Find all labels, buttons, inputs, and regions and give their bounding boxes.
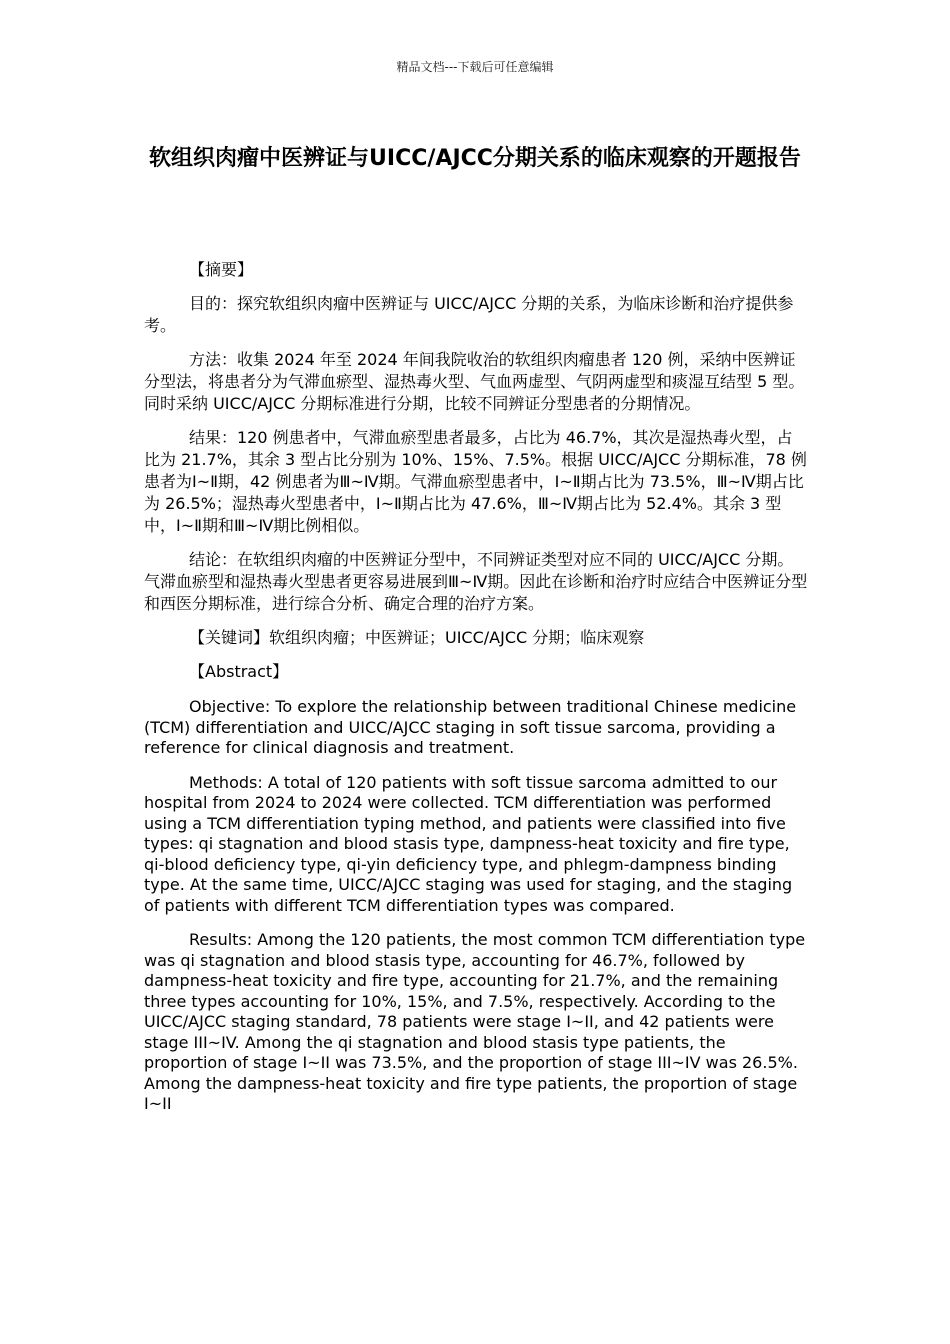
abstract-cn-objective: 目的：探究软组织肉瘤中医辨证与 UICC/AJCC 分期的关系，为临床诊断和治疗提供参考。: [144, 294, 794, 335]
abstract-en-objective: Objective: To explore the relationship between traditional Chinese medicine (TCM) differentiation and UICC/AJCC staging in soft tissue sarcoma, providing a reference for clinical diagnosis and treatment.: [144, 697, 797, 757]
abstract-cn-heading: 【摘要】: [189, 260, 254, 279]
document-title: 软组织肉瘤中医辨证与UICC/AJCC分期关系的临床观察的开题报告: [149, 146, 801, 171]
document-body: [144, 259, 808, 1129]
abstract-en-heading: 【Abstract】: [189, 662, 289, 681]
abstract-cn-results: 结果：120 例患者中，气滞血瘀型患者最多，占比为 46.7%，其次是湿热毒火型，占比为 21.7%，其余 3 型占比分别为 10%、15%、7.5%。根据 UICC/AJCC 分期标准，78 例患者为Ⅰ~Ⅱ期，42 例患者为Ⅲ~Ⅳ期。气滞血瘀型患者中，Ⅰ~Ⅱ期占比为 73.5%，Ⅲ~Ⅳ期占比为 26.5%；湿热毒火型患者中，Ⅰ~Ⅱ期占比为 47.6%，Ⅲ~Ⅳ期占比为 52.4%。其余 3 型中，Ⅰ~Ⅱ期和Ⅲ~Ⅳ期比例相似。: [144, 428, 807, 535]
abstract-cn-methods: 方法：收集 2024 年至 2024 年间我院收治的软组织肉瘤患者 120 例，采纳中医辨证分型法，将患者分为气滞血瘀型、湿热毒火型、气血两虚型、气阴两虚型和痰湿互结型 5 型。同时采纳 UICC/AJCC 分期标准进行分期，比较不同辨证分型患者的分期情况。: [144, 350, 805, 413]
abstract-en-results: Results: Among the 120 patients, the most common TCM differentiation type was qi stagnation and blood stasis type, accounting for 46.7%, followed by dampness-heat toxicity and fire type, accounting for 21.7%, and the remaining three types accounting for 10%, 15%, and 7.5%, respectively. According to the UICC/AJCC staging standard, 78 patients were stage I~II, and 42 patients were stage III~IV. Among the qi stagnation and blood stasis type patients, the proportion of stage I~II was 73.5%, and the proportion of stage III~IV was 26.5%. Among the dampness-heat toxicity and fire type patients, the proportion of stage I~II: [144, 930, 806, 1113]
keywords: 【关键词】软组织肉瘤；中医辨证；UICC/AJCC 分期；临床观察: [189, 628, 645, 647]
abstract-en-methods: Methods: A total of 120 patients with soft tissue sarcoma admitted to our hospital from 2024 to 2024 were collected. TCM differentiation was performed using a TCM differentiation typing method, and patients were classified into five types: qi stagnation and blood stasis type, dampness-heat toxicity and fire type, qi-blood deficiency type, qi-yin deficiency type, and phlegm-dampness binding type. At the same time, UICC/AJCC staging was used for staging, and the staging of patients with different TCM differentiation types was compared.: [144, 772, 793, 915]
page-header: 精品文档---下载后可任意编辑: [396, 60, 554, 74]
abstract-cn-conclusion: 结论：在软组织肉瘤的中医辨证分型中，不同辨证类型对应不同的 UICC/AJCC 分期。气滞血瘀型和湿热毒火型患者更容易进展到Ⅲ~Ⅳ期。因此在诊断和治疗时应结合中医辨证分型和西医分期标准，进行综合分析、确定合理的治疗方案。: [144, 550, 808, 613]
